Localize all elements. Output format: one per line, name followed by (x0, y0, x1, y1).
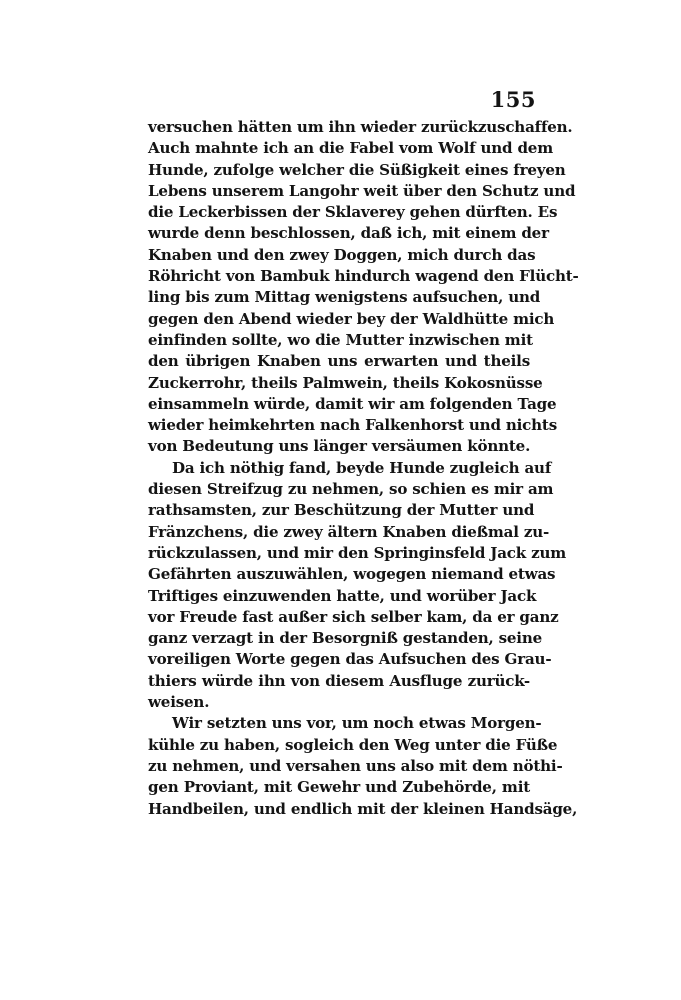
text-line: von Bedeutung uns länger versäumen könnte. (148, 437, 531, 456)
text-line: thiers würde ihn von diesem Ausfluge zurück- (148, 671, 530, 690)
text-line: diesen Streifzug zu nehmen, so schien es mir am (148, 480, 554, 499)
text-line: Röhricht von Bambuk hindurch wagend den Flücht- (148, 267, 579, 286)
text-line: Knaben und den zwey Doggen, mich durch das (148, 245, 536, 264)
text-line: weisen. (148, 693, 210, 712)
text-line: Auch mahnte ich an die Fabel vom Wolf und dem (148, 139, 553, 158)
text-line: rathsamsten, zur Beschützung der Mutter und (148, 501, 535, 520)
text-line: voreiligen Worte gegen das Aufsuchen des Grau- (148, 650, 552, 669)
text-line: ling bis zum Mittag wenigstens aufsuchen, und (148, 288, 541, 307)
text-line: Fränzchens, die zwey ältern Knaben dießmal zu- (148, 522, 550, 541)
body-text (148, 117, 579, 820)
text-line: rückzulassen, und mir den Springinsfeld Jack zum (148, 543, 567, 562)
text-line: die Leckerbissen der Sklaverey gehen dürften. Es (148, 203, 558, 222)
text-line: wurde denn beschlossen, daß ich, mit einem der (148, 224, 549, 243)
text-line: gegen den Abend wieder bey der Waldhütte mich (148, 309, 555, 328)
text-line: Hunde, zufolge welcher die Süßigkeit eines freyen (148, 160, 566, 179)
text-line: wieder heimkehrten nach Falkenhorst und nichts (148, 416, 557, 435)
text-line: Da ich nöthig fand, beyde Hunde zugleich auf (172, 458, 552, 477)
text-line: vor Freude fast außer sich selber kam, da er ganz (148, 607, 559, 626)
text-line: Gefährten auszuwählen, wogegen niemand etwas (148, 565, 556, 584)
text-line: Lebens unserem Langohr weit über den Schutz und (148, 181, 576, 200)
text-line: ganz verzagt in der Besorgniß gestanden, seine (148, 629, 543, 648)
text-line: Wir setzten uns vor, um noch etwas Morgen- (172, 714, 542, 733)
text-line: gen Proviant, mit Gewehr und Zubehörde, mit (148, 778, 530, 797)
text-line: Handbeilen, und endlich mit der kleinen Handsäge, (148, 799, 578, 818)
text-line: Triftiges einzuwenden hatte, und worüber Jack (148, 586, 537, 605)
text-line: einsammeln würde, damit wir am folgenden Tage (148, 394, 557, 413)
text-line: zu nehmen, und versahen uns also mit dem nöthi- (148, 756, 563, 775)
text-line: einfinden sollte, wo die Mutter inzwischen mit (148, 330, 533, 349)
text-line: kühle zu haben, sogleich den Weg unter die Füße (148, 735, 558, 754)
page-number: 155 (490, 87, 536, 112)
text-line: Zuckerrohr, theils Palmwein, theils Kokosnüsse (148, 373, 543, 392)
text-line: den übrigen Knaben uns erwarten und theils (148, 352, 530, 371)
text-line: versuchen hätten um ihn wieder zurückzuschaffen. (148, 118, 573, 136)
